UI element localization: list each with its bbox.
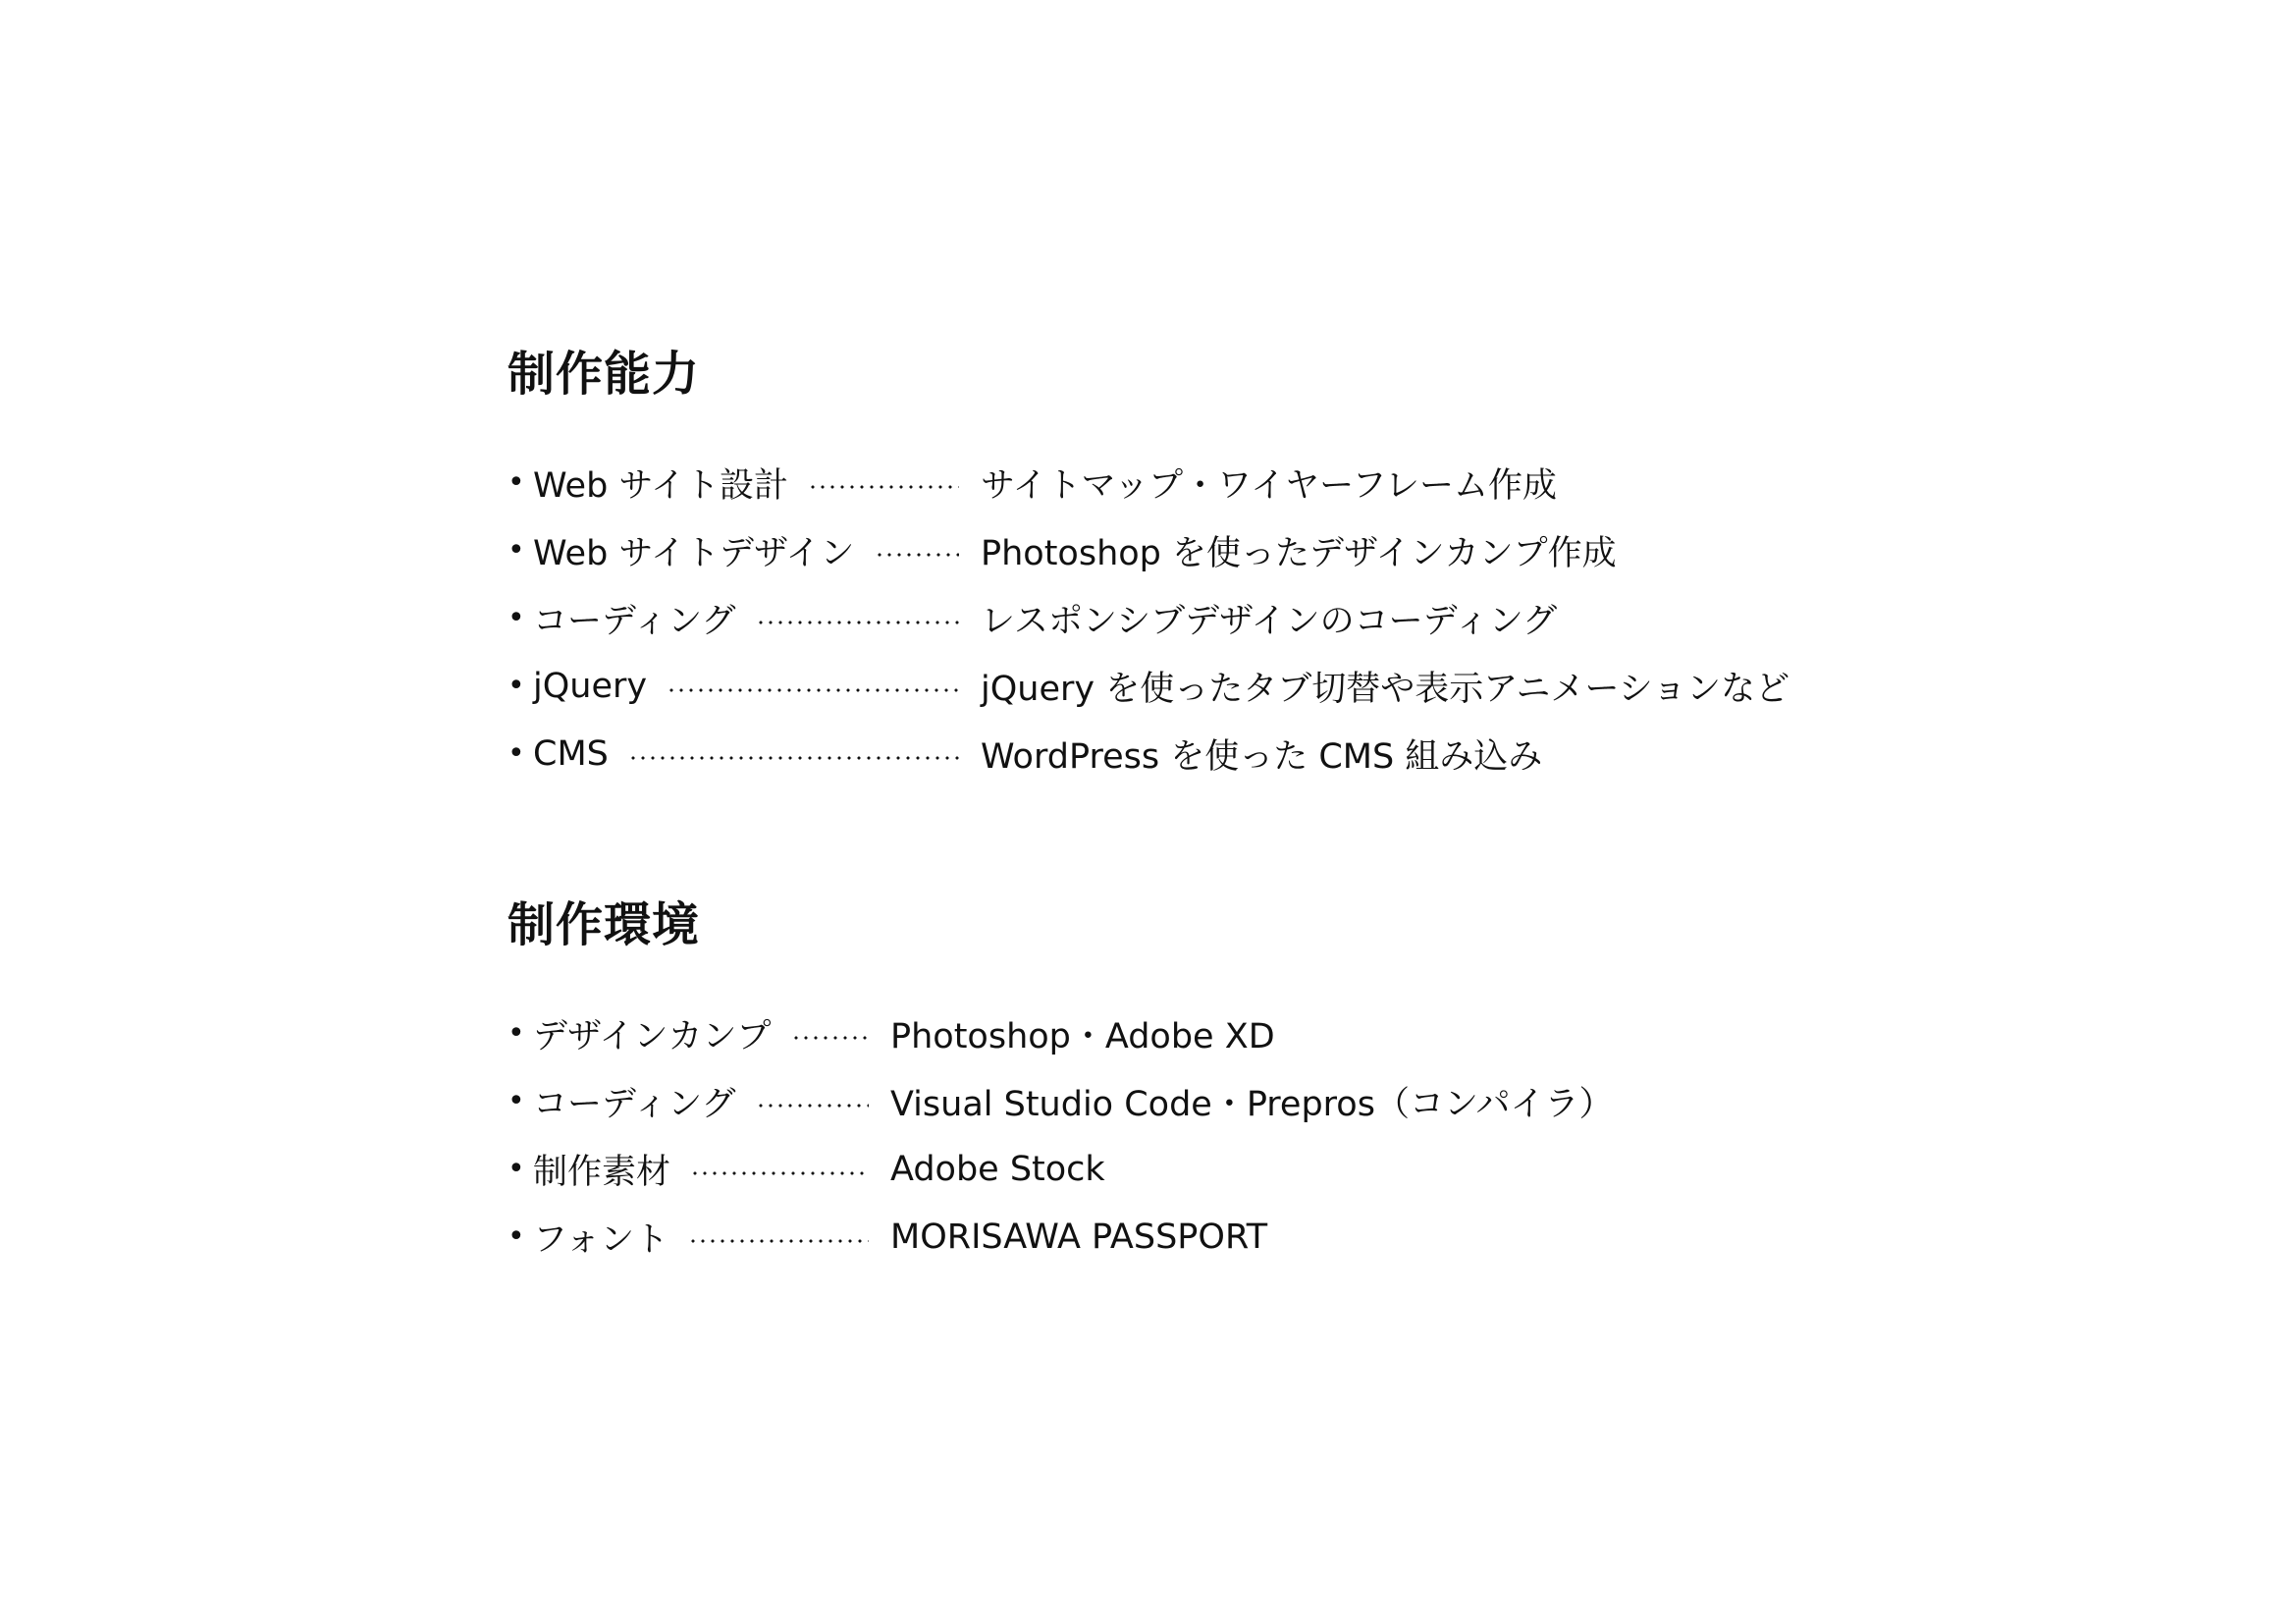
item-label: jQuery xyxy=(533,666,648,706)
environment-heading: 制作環境 xyxy=(507,897,701,952)
dot-leader xyxy=(756,1104,869,1108)
bullet: • xyxy=(507,1084,525,1118)
item-value: サイトマップ・ワイヤーフレーム作成 xyxy=(981,465,1557,506)
bullet: • xyxy=(507,601,525,635)
item-value: Photoshop を使ったデザインカンプ作成 xyxy=(981,533,1617,573)
list-item xyxy=(507,1135,1614,1203)
item-label: デザインカンプ xyxy=(533,1016,772,1056)
environment-list xyxy=(507,1000,1614,1271)
list-item xyxy=(507,516,1789,584)
abilities-heading: 制作能力 xyxy=(507,347,701,402)
dot-leader xyxy=(875,553,959,557)
dot-leader xyxy=(756,621,959,624)
item-label: コーディング xyxy=(533,601,736,641)
bullet: • xyxy=(507,669,525,703)
dot-leader xyxy=(628,756,959,760)
list-item xyxy=(507,652,1789,720)
dot-leader xyxy=(690,1171,869,1175)
list-item xyxy=(507,720,1789,787)
item-value: Photoshop・Adobe XD xyxy=(890,1016,1275,1056)
item-value: jQuery を使ったタブ切替や表示アニメーションなど xyxy=(981,669,1790,709)
item-value: MORISAWA PASSPORT xyxy=(890,1217,1268,1257)
item-label: フォント xyxy=(533,1219,669,1260)
item-label: CMS xyxy=(533,733,609,774)
dot-leader xyxy=(667,688,959,692)
item-label: コーディング xyxy=(533,1084,736,1124)
item-label: Web サイトデザイン xyxy=(533,533,855,573)
bullet: • xyxy=(507,533,525,568)
dot-leader xyxy=(808,485,959,489)
item-value: Visual Studio Code・Prepros（コンパイラ） xyxy=(890,1084,1614,1124)
list-item xyxy=(507,1000,1614,1067)
list-item xyxy=(507,1203,1614,1271)
bullet: • xyxy=(507,736,525,771)
item-value: Adobe Stock xyxy=(890,1149,1105,1189)
bullet: • xyxy=(507,1219,525,1254)
list-item xyxy=(507,1067,1614,1135)
dot-leader xyxy=(791,1036,869,1040)
list-item xyxy=(507,449,1789,516)
environment-section xyxy=(507,897,1614,1271)
dot-leader xyxy=(688,1239,869,1243)
abilities-list xyxy=(507,449,1789,787)
item-label: Web サイト設計 xyxy=(533,465,788,506)
bullet: • xyxy=(507,1152,525,1186)
list-item xyxy=(507,584,1789,652)
bullet: • xyxy=(507,465,525,500)
abilities-section xyxy=(507,347,1790,787)
item-value: レスポンシブデザインのコーディング xyxy=(981,601,1558,641)
bullet: • xyxy=(507,1016,525,1051)
item-value: WordPress を使った CMS 組み込み xyxy=(981,736,1543,777)
item-label: 制作素材 xyxy=(533,1152,671,1192)
